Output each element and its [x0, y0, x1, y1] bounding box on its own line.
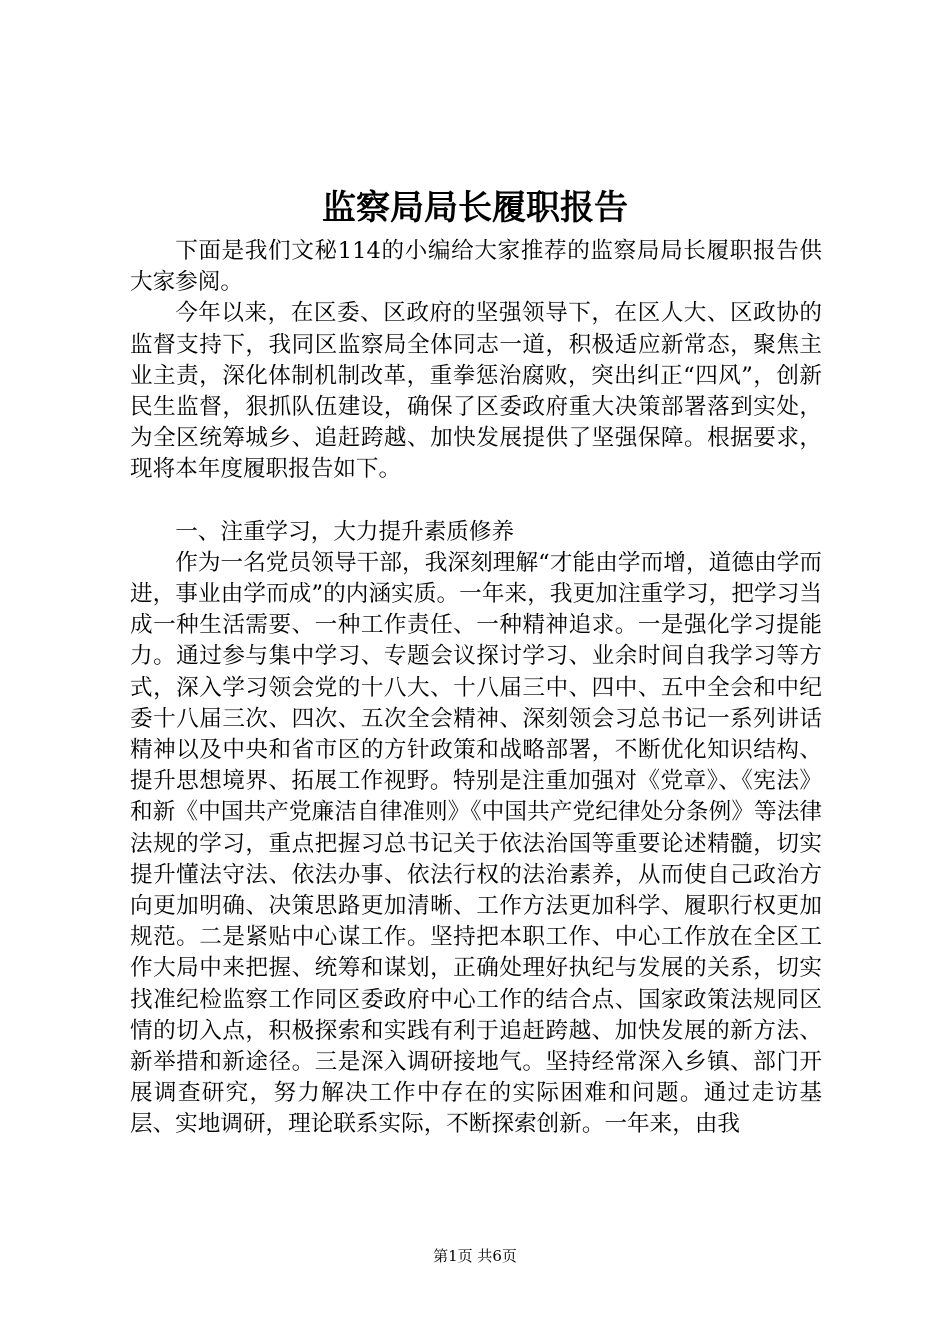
document-title: 监察局局长履职报告	[322, 188, 628, 228]
page-number-footer: 第1页 共6页	[433, 1247, 517, 1265]
section-paragraph: 作为一名党员领导干部，我深刻理解“才能由学而增，道德由学而进，事业由学而成”的内涵实质。一年来，我更加注重学习，把学习当成一种生活需要、一种工作责任、一种精神追求。一是强化学习提能力。通过参与集中学习、专题会议探讨学习、业余时间自我学习等方式，深入学习领会党的十八大、十八届三中、四中、五中全会和中纪委十八届三次、四次、五次全会精神、深刻领会习总书记一系列讲话精神以及中央和省市区的方针政策和战略部署，不断优化知识结构、提升思想境界、拓展工作视野。特别是注重加强对《党章》、《宪法》和新《中国共产党廉洁自律准则》《中国共产党纪律处分条例》等法律法规的学习，重点把握习总书记关于依法治国等重要论述精髓，切实提升懂法守法、依法办事、依法行权的法治素养，从而使自己政治方向更加明确、决策思路更加清晰、工作方法更加科学、履职行权更加规范。二是紧贴中心谋工作。坚持把本职工作、中心工作放在全区工作大局中来把握、统筹和谋划，正确处理好执纪与发展的关系，切实找准纪检监察工作同区委政府中心工作的结合点、国家政策法规同区情的切入点，积极探索和实践有利于追赶跨越、加快发展的新方法、新举措和新途径。三是深入调研接地气。坚持经常深入乡镇、部门开展调查研究，努力解决工作中存在的实际困难和问题。通过走访基层、实地调研，理论联系实际，不断探索创新。一年来，由我	[130, 549, 822, 1138]
document-body	[130, 236, 822, 1141]
section-heading: 一、注重学习，大力提升素质修养	[175, 518, 515, 545]
intro-paragraph: 下面是我们文秘114的小编给大家推荐的监察局局长履职报告供大家参阅。	[130, 238, 822, 296]
summary-paragraph: 今年以来，在区委、区政府的坚强领导下，在区人大、区政协的监督支持下，我同区监察局全体同志一道，积极适应新常态，聚焦主业主责，深化体制机制改革，重拳惩治腐败，突出纠正“四风”，创新民生监督，狠抓队伍建设，确保了区委政府重大决策部署落到实处，为全区统筹城乡、追赶跨越、加快发展提供了坚强保障。根据要求，现将本年度履职报告如下。	[130, 300, 822, 483]
